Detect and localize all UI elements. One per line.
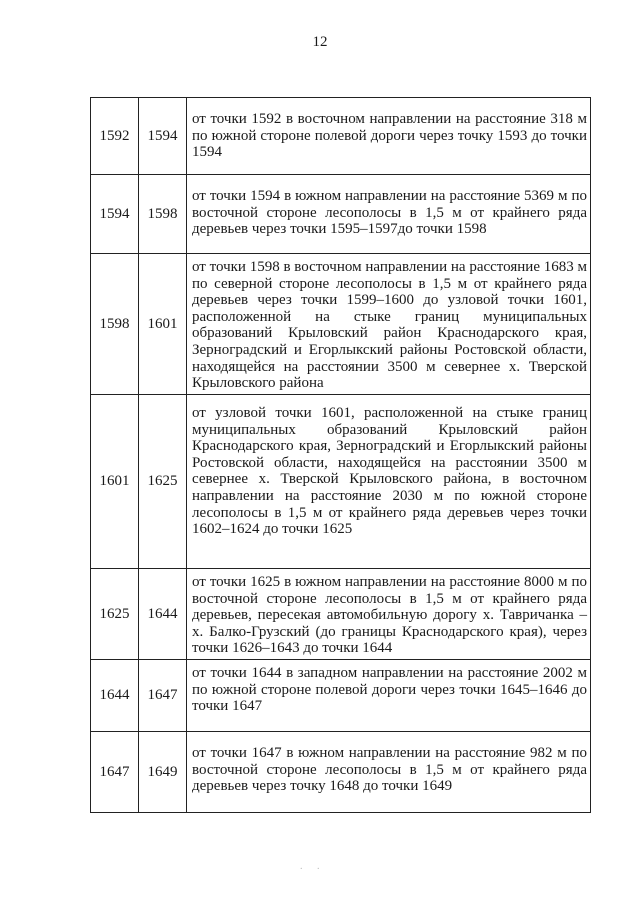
from-point-cell: 1592 (91, 98, 139, 175)
table-row (91, 98, 591, 175)
boundary-table (90, 97, 591, 813)
from-point-cell: 1647 (91, 732, 139, 813)
from-point-cell: 1601 (91, 395, 139, 569)
table-row (91, 254, 591, 395)
description-text: от точки 1594 в южном направлении на расстояние 5369 м по восточной стороне лесополосы в 1,5 м от крайнего ряда деревьев через точки 1595–1597до точки 1598 (192, 188, 587, 238)
boundary-description-cell (187, 395, 591, 569)
to-point-cell: 1625 (139, 395, 187, 569)
table-row (91, 569, 591, 660)
description-text: от точки 1625 в южном направлении на расстояние 8000 м по восточной стороне лесополосы в 1,5 м от крайнего ряда деревьев, пересекая автомобильную дорогу х. Тавричанка – х. Балко-Грузский (до границы Краснодарского края), через точки 1626–1643 до точки 1644 (192, 574, 587, 657)
table-row (91, 395, 591, 569)
table-row (91, 660, 591, 732)
from-point-cell: 1598 (91, 254, 139, 395)
to-point-cell: 1598 (139, 175, 187, 254)
from-point-cell: 1644 (91, 660, 139, 732)
description-text: от узловой точки 1601, расположенной на стыке границ муниципальных образований Крыловский район Краснодарского края, Зерноградский и Егорлыкский районы Ростовской области, находящейся на расстоянии 3500 м севернее х. Тверской Крыловского района, в восточном направлении на расстояние 2030 м по южной стороне лесополосы в 1,5 м от крайнего ряда деревьев через точки 1602–1624 до точки 1625 (192, 405, 587, 538)
page-number: 12 (312, 34, 328, 50)
from-point-cell: 1594 (91, 175, 139, 254)
description-text: от точки 1592 в восточном направлении на расстояние 318 м по южной стороне полевой дороги через точку 1593 до точки 1594 (192, 111, 587, 161)
to-point-cell: 1601 (139, 254, 187, 395)
from-point-cell: 1625 (91, 569, 139, 660)
to-point-cell: 1647 (139, 660, 187, 732)
to-point-cell: 1594 (139, 98, 187, 175)
boundary-description-cell (187, 569, 591, 660)
to-point-cell: 1644 (139, 569, 187, 660)
table-row (91, 732, 591, 813)
boundary-description-cell (187, 732, 591, 813)
boundary-description-cell (187, 254, 591, 395)
description-text: от точки 1647 в южном направлении на расстояние 982 м по восточной стороне лесополосы в 1,5 м от крайнего ряда деревьев через точку 1648 до точки 1649 (192, 745, 587, 795)
description-text: от точки 1598 в восточном направлении на расстояние 1683 м по северной стороне лесополосы в 1,5 м от крайнего ряда деревьев через точки 1599–1600 до узловой точки 1601, расположенной на стыке границ муниципальных образований Крыловский район Краснодарского края, Зерноградский и Егорлыкский районы Ростовской области, находящейся на расстоянии 3500 м севернее х. Тверской Крыловского района (192, 259, 587, 392)
boundary-description-cell (187, 660, 591, 732)
to-point-cell: 1649 (139, 732, 187, 813)
scan-artifact-dots: . . (300, 861, 326, 872)
boundary-description-cell (187, 98, 591, 175)
boundary-description-cell (187, 175, 591, 254)
table-row (91, 175, 591, 254)
description-text: от точки 1644 в западном направлении на расстояние 2002 м по южной стороне полевой дороги через точки 1645–1646 до точки 1647 (192, 665, 587, 715)
